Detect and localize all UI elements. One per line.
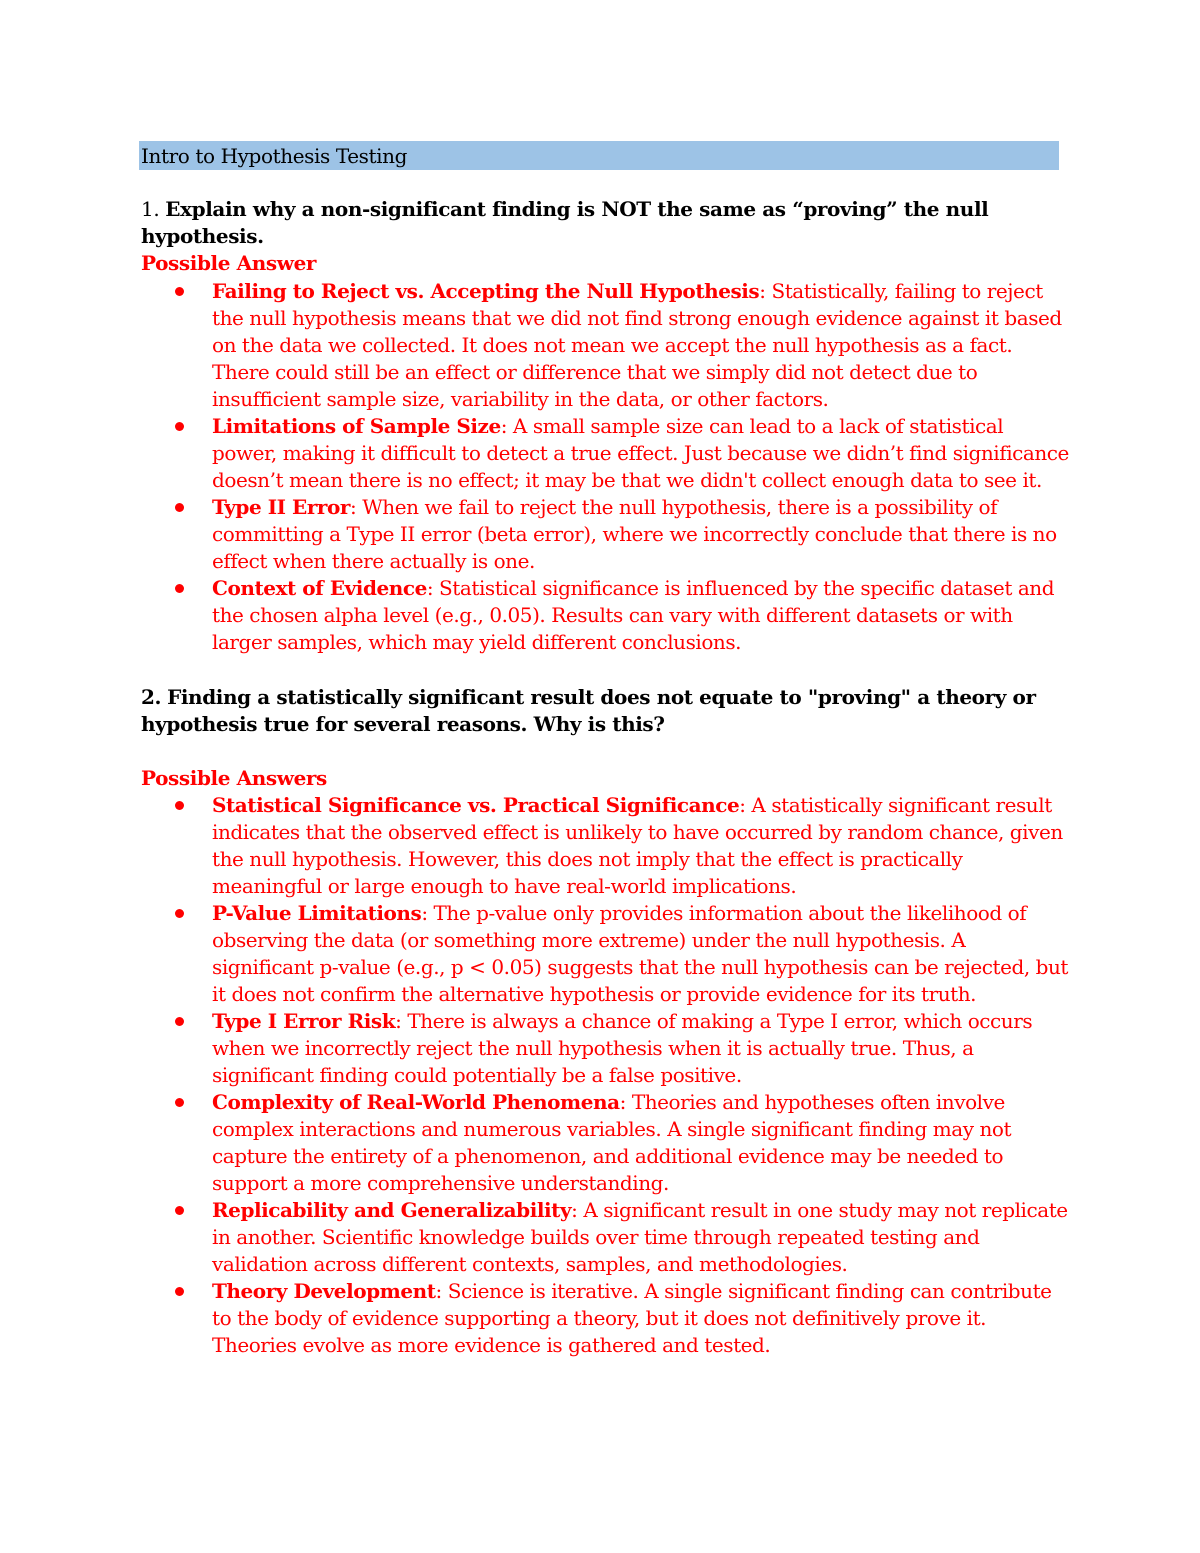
document-title-bar xyxy=(139,141,1059,170)
bullet-icon xyxy=(175,422,184,431)
answer-term: Limitations of Sample Size xyxy=(212,414,501,438)
question-2 xyxy=(141,684,1051,738)
list-item xyxy=(171,1278,1071,1359)
answer-body: : Statistically, failing to reject the null hypothesis means that we did not find strong enough evidence against it based on the data we collected. It does not mean we accept the null hypothesis as a fact. There could still be an effect or difference that we simply did not detect due to insufficient sample size, variability in the data, or other factors. xyxy=(212,279,1062,411)
answer-term: Type II Error xyxy=(212,495,350,519)
answer-term: Type I Error Risk xyxy=(212,1009,396,1033)
answer-body: : There is always a chance of making a Type I error, which occurs when we incorrectly reject the null hypothesis when it is actually true. Thus, a significant finding could potentially be a false positive. xyxy=(212,1009,1033,1087)
answer-term: Context of Evidence xyxy=(212,576,427,600)
question-text: Explain why a non-significant finding is NOT the same as “proving” the null hypothesis. xyxy=(141,197,989,248)
bullet-icon xyxy=(175,1098,184,1107)
question-1 xyxy=(141,196,1051,250)
answer-body: : When we fail to reject the null hypothesis, there is a possibility of committing a Type II error (beta error), where we incorrectly conclude that there is no effect when there actually is one. xyxy=(212,495,1057,573)
list-item xyxy=(171,575,1071,656)
answer-body: : A small sample size can lead to a lack of statistical power, making it difficult to detect a true effect. Just because we didn’t find significance doesn’t mean there is no effect; it may be that we didn't collect enough data to see it. xyxy=(212,414,1069,492)
list-item xyxy=(171,1089,1071,1197)
bullet-icon xyxy=(175,801,184,810)
bullet-icon xyxy=(175,1206,184,1215)
answer-label-1: Possible Answer xyxy=(141,251,317,275)
answer-term: Replicability and Generalizability xyxy=(212,1198,572,1222)
answer-body: : Statistical significance is influenced by the specific dataset and the chosen alpha level (e.g., 0.05). Results can vary with different datasets or with larger samples, which may yield different conclusions. xyxy=(212,576,1055,654)
answer-body: : Science is iterative. A single significant finding can contribute to the body of evidence supporting a theory, but it does not definitively prove it. Theories evolve as more evidence is gathered and tested. xyxy=(212,1279,1052,1357)
answer-body: : The p-value only provides information about the likelihood of observing the data (or something more extreme) under the null hypothesis. A significant p-value (e.g., p < 0.05) suggests that the null hypothesis can be rejected, but it does not confirm the alternative hypothesis or provide evidence for its truth. xyxy=(212,901,1069,1006)
list-item xyxy=(171,1197,1071,1278)
bullet-icon xyxy=(175,909,184,918)
answer-body: : A statistically significant result indicates that the observed effect is unlikely to have occurred by random chance, given the null hypothesis. However, this does not imply that the effect is practically meaningful or large enough to have real-world implications. xyxy=(212,793,1063,898)
document-title: Intro to Hypothesis Testing xyxy=(141,144,408,168)
answer-body: : Theories and hypotheses often involve complex interactions and numerous variables. A single significant finding may not capture the entirety of a phenomenon, and additional evidence may be needed to support a more comprehensive understanding. xyxy=(212,1090,1012,1195)
list-item xyxy=(171,494,1071,575)
answer-list-2 xyxy=(171,792,1071,1359)
answer-term: Failing to Reject vs. Accepting the Null Hypothesis xyxy=(212,279,760,303)
bullet-icon xyxy=(175,503,184,512)
list-item xyxy=(171,792,1071,900)
list-item xyxy=(171,900,1071,1008)
answer-body: : A significant result in one study may not replicate in another. Scientific knowledge builds over time through repeated testing and validation across different contexts, samples, and methodologies. xyxy=(212,1198,1068,1276)
answer-label-2: Possible Answers xyxy=(141,766,327,790)
question-number: 2. xyxy=(141,685,162,709)
answer-list-1 xyxy=(171,278,1071,656)
answer-term: P-Value Limitations xyxy=(212,901,422,925)
list-item xyxy=(171,1008,1071,1089)
question-number: 1. xyxy=(141,197,160,221)
list-item xyxy=(171,413,1071,494)
answer-term: Statistical Significance vs. Practical Significance xyxy=(212,793,740,817)
list-item xyxy=(171,278,1071,413)
bullet-icon xyxy=(175,287,184,296)
question-text: Finding a statistically significant result does not equate to "proving" a theory or hypothesis true for several reasons. Why is this? xyxy=(141,685,1036,736)
bullet-icon xyxy=(175,584,184,593)
answer-term: Complexity of Real-World Phenomena xyxy=(212,1090,620,1114)
answer-term: Theory Development xyxy=(212,1279,436,1303)
bullet-icon xyxy=(175,1017,184,1026)
bullet-icon xyxy=(175,1287,184,1296)
